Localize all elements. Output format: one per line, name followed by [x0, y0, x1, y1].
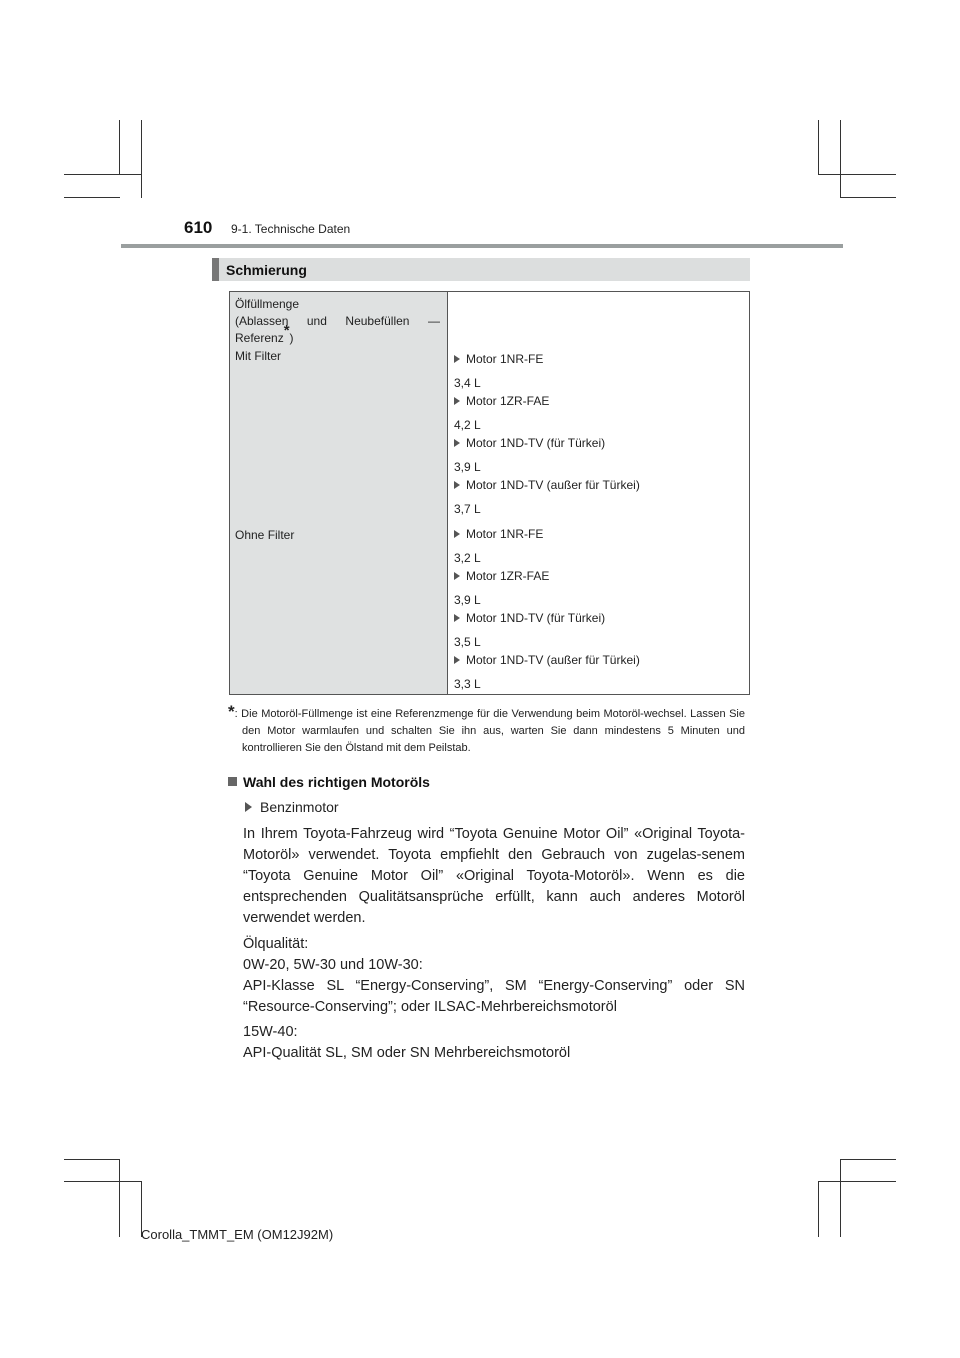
crop-mark: [119, 1159, 120, 1237]
oil-quality-block: [243, 934, 745, 1018]
subsection-heading: [228, 774, 430, 790]
engine-label: [454, 653, 640, 667]
bullet-text: Benzinmotor: [260, 799, 339, 815]
capacity-value: 3,9 L: [454, 460, 481, 474]
triangle-bullet-icon: [454, 397, 460, 405]
chapter-title: 9-1. Technische Daten: [231, 222, 351, 236]
table-label-column: [230, 292, 448, 694]
triangle-bullet-icon: [454, 439, 460, 447]
crop-mark: [64, 1159, 120, 1160]
label-word: Neubefüllen: [345, 314, 410, 328]
triangle-bullet-icon: [245, 802, 252, 812]
capacity-value: 3,2 L: [454, 551, 481, 565]
label-reference: [235, 322, 294, 347]
label-without-filter: Ohne Filter: [235, 528, 295, 542]
triangle-bullet-icon: [454, 656, 460, 664]
header-rule: [121, 244, 843, 248]
section-title: Schmierung: [226, 262, 307, 278]
oil-grade-block: [243, 1022, 745, 1064]
label-word: ): [289, 331, 294, 345]
crop-mark: [64, 1181, 142, 1182]
footnote-star: *: [228, 702, 235, 721]
grade-description: API-Qualität SL, SM oder SN Mehrbereichsmotoröl: [243, 1045, 571, 1061]
capacity-value: 4,2 L: [454, 418, 481, 432]
triangle-bullet-icon: [454, 614, 460, 622]
label-drain-refill: [235, 313, 440, 330]
section-heading-bar: [212, 258, 750, 281]
engine-name: Motor 1ZR-FAE: [466, 569, 550, 583]
grade-description: API-Klasse SL “Energy-Conserving”, SM “Energy-Conserving” oder SN “Resource-Conserving”; oder ILSAC-Mehrbereichsmotoröl: [243, 978, 745, 1015]
capacity-value: 3,4 L: [454, 376, 481, 390]
label-word: —: [427, 314, 440, 328]
footnote: [228, 703, 745, 757]
oil-capacity-table: [229, 291, 750, 695]
crop-mark: [840, 1159, 896, 1160]
triangle-bullet-icon: [454, 530, 460, 538]
crop-mark: [818, 1181, 819, 1237]
footnote-text: : Die Motoröl-Füllmenge ist eine Referenzmenge für die Verwendung beim Motoröl-wechsel. Lassen Sie den Motor warmlaufen und schalten Sie ihn aus, warten Sie dann mindestens 5 Minuten und kontrollieren Sie den Ölstand mit dem Peilstab.: [234, 708, 745, 754]
paragraph-oil-recommendation: [243, 824, 745, 929]
engine-label: [454, 478, 640, 492]
engine-label: [454, 527, 543, 541]
capacity-value: 3,3 L: [454, 677, 481, 691]
section-accent: [212, 258, 219, 281]
triangle-bullet-icon: [454, 572, 460, 580]
capacity-value: 3,7 L: [454, 502, 481, 516]
crop-mark: [141, 120, 142, 198]
engine-label: [454, 611, 605, 625]
label-word: (Ablassen: [235, 314, 289, 328]
document-id: Corolla_TMMT_EM (OM12J92M): [141, 1227, 334, 1242]
grade-label: 15W-40:: [243, 1024, 298, 1040]
label-with-filter: Mit Filter: [235, 349, 281, 363]
engine-label: [454, 436, 605, 450]
triangle-bullet-icon: [454, 355, 460, 363]
crop-mark: [119, 120, 120, 174]
crop-mark: [64, 174, 142, 175]
engine-name: Motor 1NR-FE: [466, 527, 544, 541]
engine-name: Motor 1ND-TV (außer für Türkei): [466, 478, 640, 492]
engine-name: Motor 1NR-FE: [466, 352, 544, 366]
engine-name: Motor 1ZR-FAE: [466, 394, 550, 408]
engine-type-bullet: [245, 799, 339, 815]
engine-label: [454, 352, 543, 366]
label-word: Referenz: [235, 331, 284, 345]
crop-mark: [840, 197, 896, 198]
square-bullet-icon: [228, 777, 237, 786]
subsection-title: Wahl des richtigen Motoröls: [243, 774, 430, 790]
crop-mark: [64, 197, 120, 198]
grade-label: 0W-20, 5W-30 und 10W-30:: [243, 957, 423, 973]
engine-label: [454, 569, 549, 583]
crop-mark: [818, 120, 819, 174]
crop-mark: [818, 174, 896, 175]
capacity-value: 3,5 L: [454, 635, 481, 649]
engine-name: Motor 1ND-TV (außer für Türkei): [466, 653, 640, 667]
footnote-star: *: [283, 322, 290, 339]
engine-name: Motor 1ND-TV (für Türkei): [466, 436, 606, 450]
crop-mark: [840, 1159, 841, 1237]
page-number: 610: [184, 218, 213, 237]
crop-mark: [818, 1181, 896, 1182]
label-oil-capacity: Ölfüllmenge: [235, 297, 300, 311]
paragraph-text: In Ihrem Toyota-Fahrzeug wird “Toyota Genuine Motor Oil” «Original Toyota-Motoröl» verwendet. Toyota empfiehlt den Gebrauch von zugelas-senem “Toyota Genuine Motor Oil” «Original Toyota-Motoröl». Wenn es die entsprechenden Qualitätsansprüche erfüllt, kann auch anderes Motoröl verwendet werden.: [243, 826, 745, 926]
triangle-bullet-icon: [454, 481, 460, 489]
engine-name: Motor 1ND-TV (für Türkei): [466, 611, 606, 625]
crop-mark: [840, 120, 841, 198]
label-word: und: [306, 314, 327, 328]
engine-label: [454, 394, 549, 408]
quality-label: Ölqualität:: [243, 936, 309, 952]
capacity-value: 3,9 L: [454, 593, 481, 607]
